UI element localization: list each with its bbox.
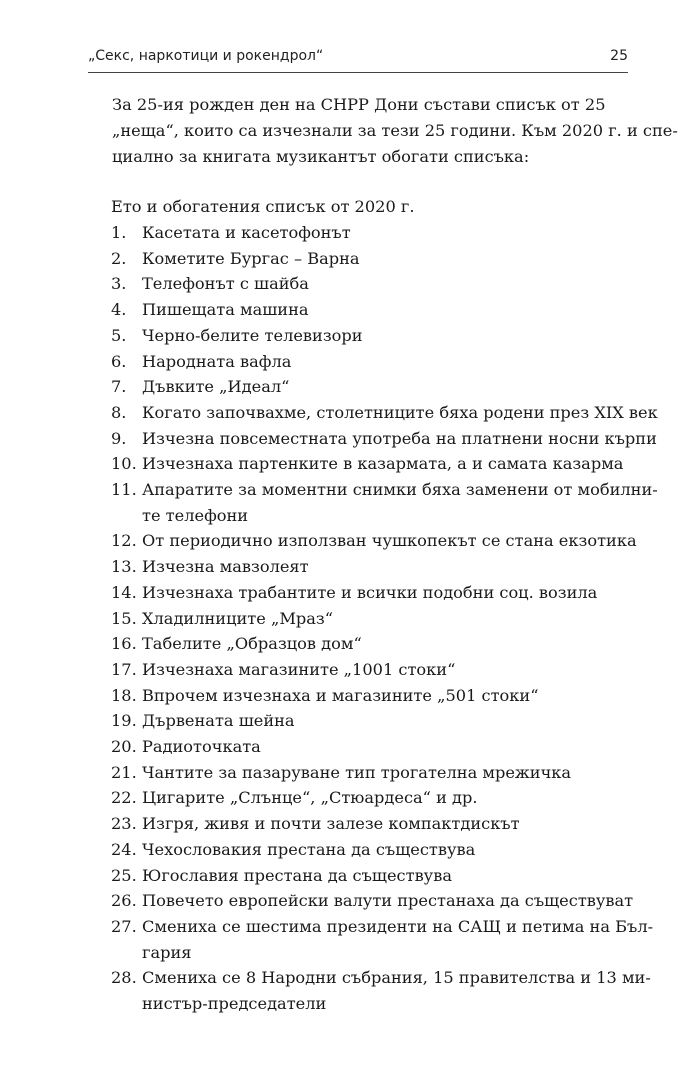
item-text: Пишещата машина [142,300,309,320]
item-number: 16. [111,634,137,654]
item-number: 13. [111,557,137,577]
item-text: Впрочем изчезнаха и магазините „501 стоки“ [142,685,539,705]
list-item [111,477,658,528]
list-item [111,914,654,965]
item-number: 17. [111,659,137,679]
numbered-list [111,220,658,1017]
item-text: Цигарите „Слънце“, „Стюардеса“ и др. [142,788,478,808]
item-number: 6. [111,351,127,371]
item-text: Смениха се шестима президенти на САЩ и петима на Бъл- [142,916,654,936]
item-number: 21. [111,762,137,782]
list-item [111,785,631,811]
item-text: Кометите Бургас – Варна [142,248,360,268]
item-text: Черно-белите телевизори [142,325,363,345]
item-text: те телефони [142,505,249,525]
item-text: Изчезнаха магазините „1001 стоки“ [142,659,456,679]
item-text: Хладилниците „Мраз“ [142,608,334,628]
item-text: Смениха се 8 Народни събрания, 15 правителства и 13 ми- [142,968,651,988]
list-item [111,400,658,426]
list-item [111,837,631,863]
list-item [111,323,631,349]
item-number: 3. [111,274,127,294]
item-text: Изчезнаха трабантите и всички подобни соц. возила [142,582,598,602]
item-number: 8. [111,402,127,422]
item-number: 27. [111,916,137,936]
item-text: нистър-председатели [142,994,327,1014]
item-number: 4. [111,300,127,320]
item-text: Изчезна мавзолеят [142,557,309,577]
item-text: Радиоточката [142,737,261,757]
item-number: 12. [111,531,137,551]
list-item [111,734,631,760]
item-number: 24. [111,839,137,859]
list-item [111,657,631,683]
intro-line: циално за книгата музикантът обогати списъка: [112,147,530,166]
item-text: гария [142,942,192,962]
item-text: Чехословакия престана да съществува [142,839,476,859]
list-item [111,708,631,734]
list-item [111,349,631,375]
running-title: „Секс, наркотици и рокендрол“ [88,48,324,64]
item-text: Когато започвахме, столетниците бяха родени през XIX век [142,402,658,422]
list-item [111,297,631,323]
list-item [111,965,651,1016]
list-item [111,888,634,914]
item-number: 7. [111,377,127,397]
intro-paragraph [88,92,678,170]
page-number: 25 [610,48,628,64]
list-item [111,451,631,477]
item-number: 1. [111,223,127,242]
list-item [111,631,631,657]
item-number: 18. [111,685,137,705]
list-item [111,683,631,709]
item-text: Изгря, живя и почти залезе компактдискът [142,814,520,834]
list-item [111,271,631,297]
item-number: 19. [111,711,137,731]
list-item [111,811,631,837]
list-item [111,374,631,400]
list-item [111,246,631,272]
item-text: Табелите „Образцов дом“ [142,634,362,654]
item-number: 25. [111,865,137,885]
item-number: 26. [111,891,137,911]
item-number: 2. [111,248,127,268]
item-text: Касетата и касетофонът [142,223,351,242]
item-number: 9. [111,428,127,448]
item-text: Апаратите за моментни снимки бяха заменени от мобилни- [142,480,658,500]
list-item [111,528,637,554]
item-text: Дъвките „Идеал“ [142,377,290,397]
list-item [111,760,631,786]
item-number: 11. [111,480,137,500]
item-number: 14. [111,582,137,602]
list-item [111,220,631,246]
item-text: Народната вафла [142,351,292,371]
list-item [111,863,631,889]
item-text: Телефонът с шайба [142,274,309,294]
list-item [111,426,657,452]
intro-line: За 25-ия рожден ден на СНРР Дони състави списък от 25 [112,95,606,114]
item-text: Изчезнаха партенките в казармата, а и самата казарма [142,454,624,474]
item-number: 22. [111,788,137,808]
item-text: Изчезна повсеместната употреба на платнени носни кърпи [142,428,657,448]
list-item [111,580,631,606]
item-number: 23. [111,814,137,834]
item-number: 28. [111,968,137,988]
item-text: Югославия престана да съществува [142,865,452,885]
item-text: От периодично използван чушкопекът се стана екзотика [142,531,637,551]
item-number: 10. [111,454,137,474]
running-head [88,48,628,70]
intro-line: „неща“, които са изчезнали за тези 25 години. Към 2020 г. и спе- [112,121,678,140]
header-rule [88,72,628,73]
item-text: Повечето европейски валути престанаха да съществуват [142,891,634,911]
item-number: 20. [111,737,137,757]
item-text: Дървената шейна [142,711,295,731]
item-text: Чантите за пазаруване тип трогателна мрежичка [142,762,572,782]
list-heading: Ето и обогатения списък от 2020 г. [111,197,415,216]
item-number: 5. [111,325,127,345]
list-item [111,606,631,632]
item-number: 15. [111,608,137,628]
list-item [111,554,631,580]
